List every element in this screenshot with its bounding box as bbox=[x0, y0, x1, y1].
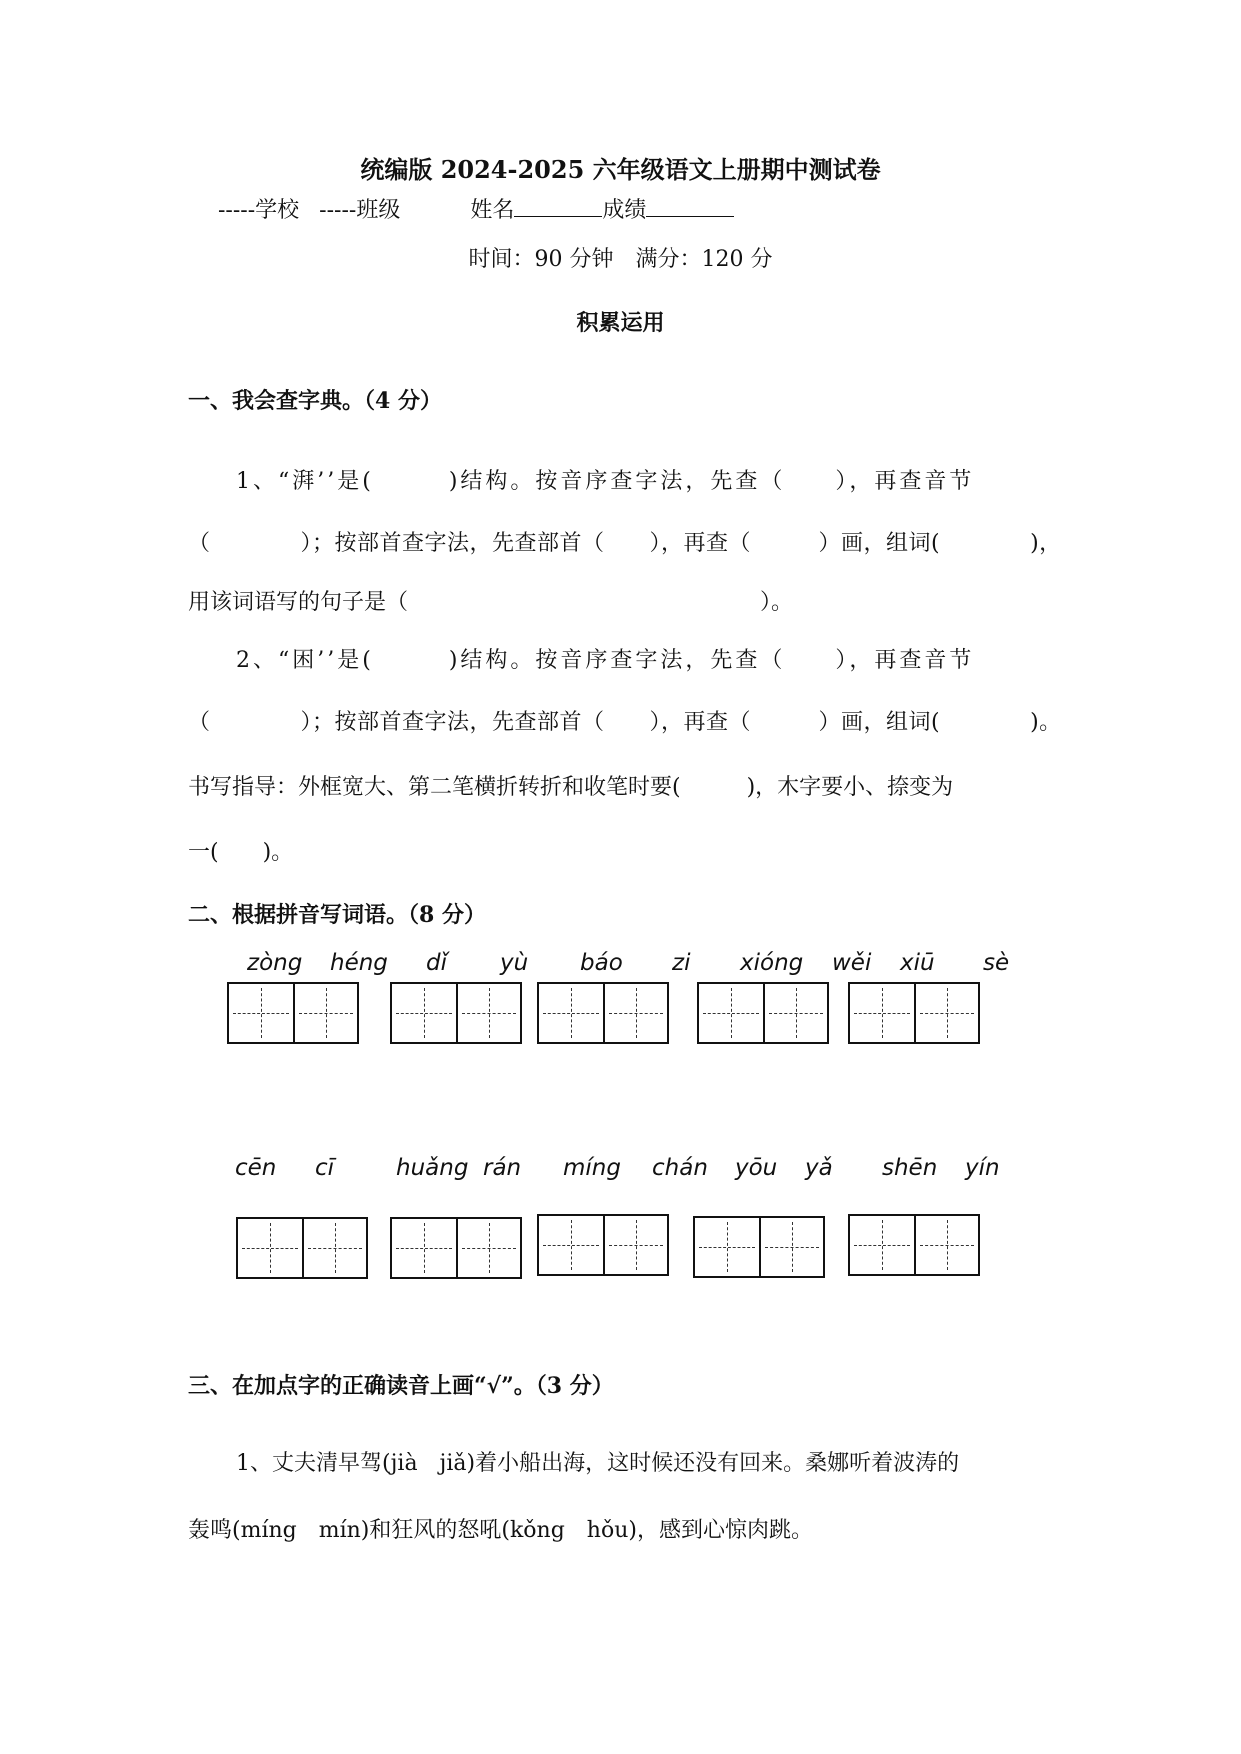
pinyin: zi bbox=[672, 950, 691, 976]
q1-heading: 一、我会查字典。（4 分） bbox=[188, 388, 442, 414]
q3-line-1: 1、丈夫清早驾(jià jiǎ)着小船出海，这时候还没有回来。桑娜听着波涛的 bbox=[236, 1451, 960, 1476]
writing-grid[interactable] bbox=[537, 1214, 669, 1276]
q3-heading: 三、在加点字的正确读音上画“√”。（3 分） bbox=[188, 1373, 614, 1399]
q1-line-6: 书写指导：外框宽大、第二笔横折转折和收笔时要( )，木字要小、捺变为 bbox=[188, 775, 954, 800]
writing-grid[interactable] bbox=[848, 982, 980, 1044]
pinyin: yù bbox=[500, 950, 529, 976]
q3-line-2: 轰鸣(míng mín)和狂风的怒吼(kǒng hǒu)，感到心惊肉跳。 bbox=[188, 1518, 813, 1543]
pinyin: cī bbox=[315, 1155, 335, 1181]
score-blank[interactable] bbox=[646, 196, 734, 217]
pinyin: wěi bbox=[832, 950, 872, 976]
name-blank[interactable] bbox=[514, 196, 602, 217]
q1-line-1: 1、“湃’’是( )结构。按音序查字法，先查（ ），再查音节 bbox=[236, 469, 975, 494]
score-label: 成绩 bbox=[602, 198, 647, 223]
writing-grid[interactable] bbox=[390, 1217, 522, 1279]
q1-line-7: 一( )。 bbox=[188, 840, 294, 865]
writing-grid[interactable] bbox=[693, 1216, 825, 1278]
q1-line-3: 用该词语写的句子是（ ）。 bbox=[188, 590, 794, 615]
q1-line-2: （ ）；按部首查字法，先查部首（ ），再查（ ）画，组词( )， bbox=[188, 531, 1062, 556]
pinyin: huǎng bbox=[396, 1155, 469, 1181]
exam-time-line: 时间：90 分钟 满分：120 分 bbox=[468, 247, 773, 272]
writing-grid[interactable] bbox=[848, 1214, 980, 1276]
pinyin: sè bbox=[983, 950, 1010, 976]
student-info-line bbox=[218, 193, 734, 224]
pinyin: xióng bbox=[740, 950, 804, 976]
pinyin: cēn bbox=[235, 1155, 277, 1181]
q2-heading: 二、根据拼音写词语。（8 分） bbox=[188, 902, 486, 928]
pinyin: xiū bbox=[900, 950, 935, 976]
pinyin: yín bbox=[965, 1155, 1000, 1181]
q1-line-5: （ ）；按部首查字法，先查部首（ ），再查（ ）画，组词( )。 bbox=[188, 710, 1062, 735]
writing-grid[interactable] bbox=[236, 1217, 368, 1279]
section-label: 积累运用 bbox=[576, 310, 665, 336]
pinyin: zòng bbox=[247, 950, 303, 976]
pinyin: chán bbox=[652, 1155, 708, 1181]
name-label: 姓名 bbox=[470, 198, 515, 223]
school-field: -----学校 bbox=[218, 198, 300, 223]
pinyin: míng bbox=[563, 1155, 621, 1181]
writing-grid[interactable] bbox=[537, 982, 669, 1044]
pinyin: shēn bbox=[882, 1155, 938, 1181]
writing-grid[interactable] bbox=[697, 982, 829, 1044]
writing-grid[interactable] bbox=[227, 982, 359, 1044]
pinyin: báo bbox=[580, 950, 623, 976]
q1-line-4: 2、“困’’是( )结构。按音序查字法，先查（ ），再查音节 bbox=[236, 648, 975, 673]
pinyin: héng bbox=[330, 950, 388, 976]
writing-grid[interactable] bbox=[390, 982, 522, 1044]
pinyin: yōu bbox=[735, 1155, 778, 1181]
page-title: 统编版 2024-2025 六年级语文上册期中测试卷 bbox=[360, 155, 881, 184]
class-field: -----班级 bbox=[319, 198, 401, 223]
pinyin: dǐ bbox=[426, 950, 447, 976]
pinyin: rán bbox=[483, 1155, 522, 1181]
pinyin: yǎ bbox=[805, 1155, 833, 1181]
